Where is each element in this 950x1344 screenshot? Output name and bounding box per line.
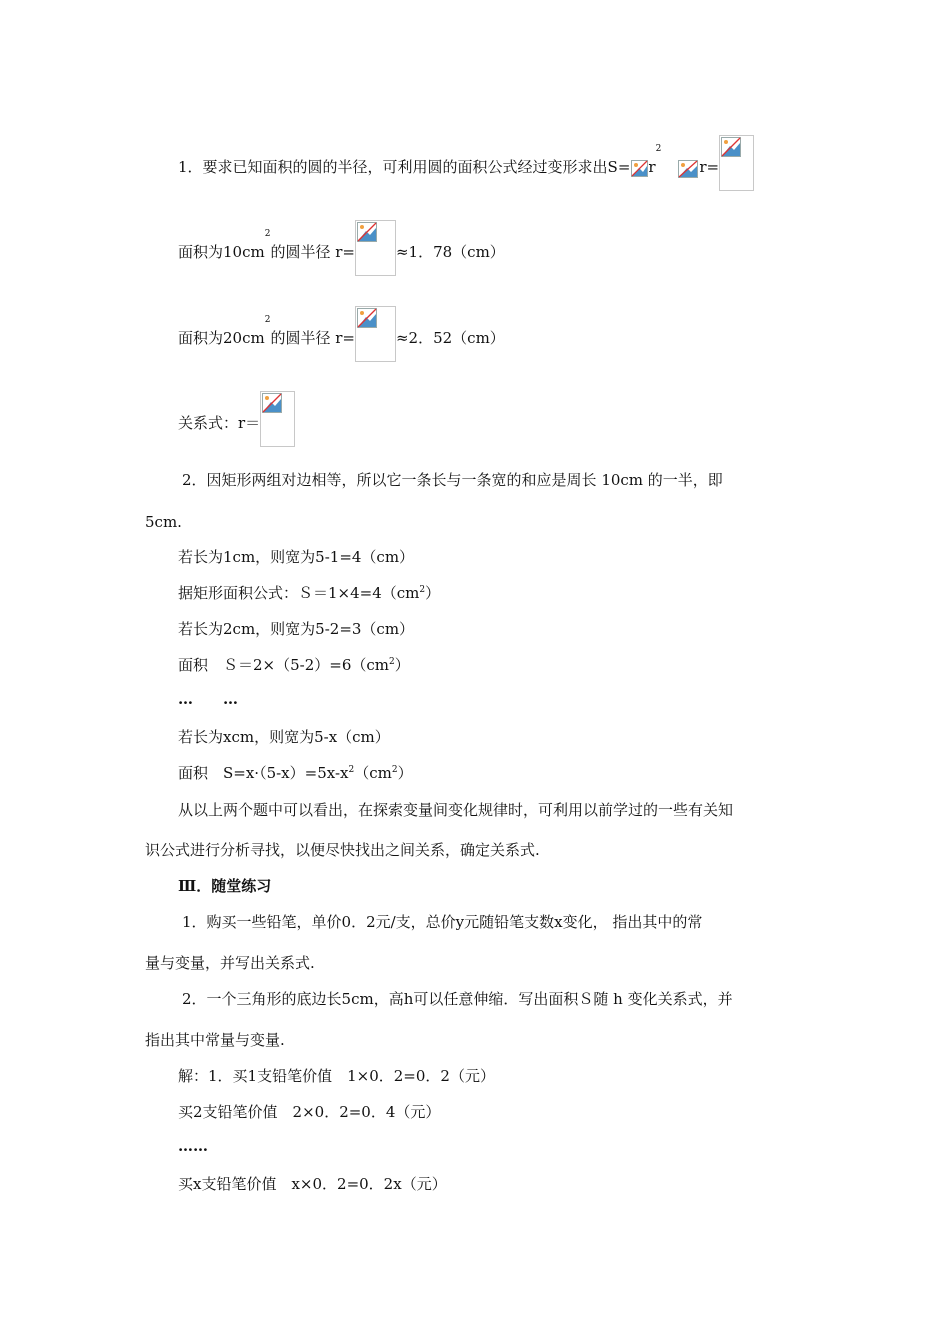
para5-line1: 2．因矩形两组对边相等，所以它一条长与一条宽的和应是周长 10cm 的一半，即 — [182, 471, 723, 489]
para7-a: 据矩形面积公式：Ｓ＝1×4=4（cm — [178, 584, 420, 602]
r-equals: r= — [699, 158, 720, 176]
superscript-2: 2 — [419, 585, 426, 595]
ellipsis-2: …… — [178, 1137, 208, 1155]
s-equals: S= — [607, 158, 631, 176]
para12-a: 面积 S=x·（5-x）=5x-x — [178, 764, 349, 782]
r-symbol: r — [648, 158, 656, 176]
formula-line-2 — [178, 220, 505, 276]
para1-text: 1．要求已知面积的圆的半径，可利用圆的面积公式经过变形求出 — [178, 158, 608, 176]
para12 — [178, 763, 413, 783]
para9 — [178, 655, 410, 675]
para13-line2: 识公式进行分析寻找，以便尽快找出之间关系，确定关系式. — [145, 841, 540, 859]
para12-b: （cm — [354, 764, 392, 782]
fraction-image-placeholder — [630, 159, 648, 179]
sqrt-image-placeholder — [260, 391, 295, 447]
para7-b: ） — [425, 584, 441, 602]
para3-b: 的圆半径 r= — [270, 329, 355, 347]
broken-image-icon — [631, 160, 648, 177]
para2-a: 面积为10cm — [178, 243, 265, 261]
question1-line1: 1．购买一些铅笔，单价0．2元/支，总价y元随铅笔支数x变化， 指出其中的常 — [182, 913, 703, 931]
superscript-2: 2 — [391, 765, 398, 775]
broken-image-icon — [678, 160, 698, 178]
formula-line-3 — [178, 306, 505, 362]
para6: 若长为1cm，则宽为5-1=4（cm） — [178, 548, 415, 566]
relation-line — [178, 391, 295, 447]
solution-line2: 买2支铅笔价值 2×0．2=0．4（元） — [178, 1103, 441, 1121]
para5-line2: 5cm. — [145, 513, 182, 531]
para8: 若长为2cm，则宽为5-2=3（cm） — [178, 620, 415, 638]
sqrt-image-placeholder — [719, 135, 754, 191]
para13-line1: 从以上两个题中可以看出，在探索变量间变化规律时，可利用以前学过的一些有关知 — [178, 801, 734, 819]
superscript-2: 2 — [264, 315, 271, 325]
sqrt-image-placeholder — [355, 220, 396, 276]
solution-line1: 解：1．买1支铅笔价值 1×0．2=0．2（元） — [178, 1067, 495, 1085]
section-heading: Ⅲ．随堂练习 — [178, 877, 272, 895]
question2-line1: 2．一个三角形的底边长5cm，高h可以任意伸缩．写出面积Ｓ随 h 变化关系式，并 — [182, 990, 733, 1008]
solution-line4: 买x支铅笔价值 x×0．2=0．2x（元） — [178, 1175, 447, 1193]
superscript-2: 2 — [348, 765, 355, 775]
broken-image-icon — [357, 222, 377, 242]
question2-line2: 指出其中常量与变量. — [145, 1031, 285, 1049]
broken-image-icon — [721, 137, 741, 157]
broken-image-icon — [262, 393, 282, 413]
para12-c: ） — [397, 764, 413, 782]
sqrt-image-placeholder — [355, 306, 396, 362]
ellipsis-1: … … — [178, 690, 239, 708]
para7 — [178, 583, 440, 603]
question1-line2: 量与变量，并写出关系式. — [145, 954, 315, 972]
para9-a: 面积 Ｓ＝2×（5-2）=6（cm — [178, 656, 390, 674]
para2-b: 的圆半径 r= — [270, 243, 355, 261]
formula-line-1 — [178, 135, 754, 191]
superscript-2: 2 — [655, 144, 662, 154]
superscript-2: 2 — [264, 229, 271, 239]
para2-c: ≈1．78（cm） — [395, 243, 505, 261]
para11: 若长为xcm，则宽为5-x（cm） — [178, 728, 390, 746]
para3-a: 面积为20cm — [178, 329, 265, 347]
para9-b: ） — [394, 656, 410, 674]
broken-image-icon — [357, 308, 377, 328]
pi-image-placeholder — [677, 159, 699, 179]
superscript-2: 2 — [389, 657, 395, 667]
para4-a: 关系式：r＝ — [178, 414, 261, 432]
para3-c: ≈2．52（cm） — [395, 329, 505, 347]
